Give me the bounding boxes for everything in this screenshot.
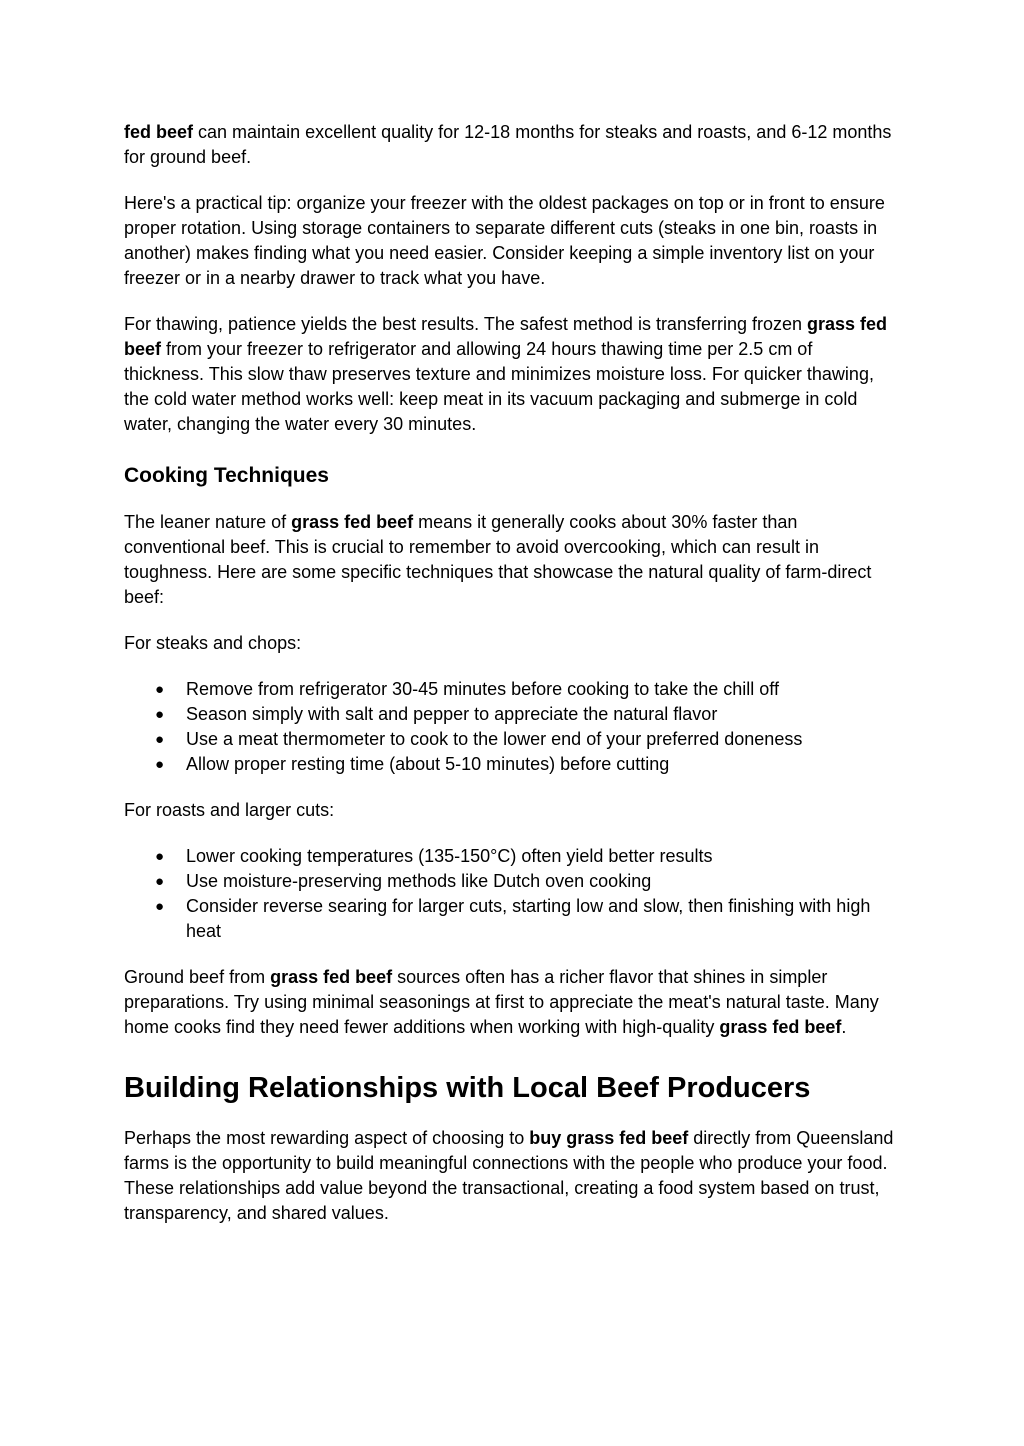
list-item-text: Lower cooking temperatures (135-150°C) often yield better results [186, 846, 713, 866]
bullet-icon: ● [155, 681, 165, 698]
bullet-icon: ● [155, 731, 165, 748]
list-item [155, 702, 894, 727]
paragraph-relationships [124, 1126, 894, 1226]
roasts-list [124, 844, 894, 944]
list-item [155, 752, 894, 777]
section-heading-cooking-techniques: Cooking Techniques [124, 464, 329, 487]
paragraph-text: can maintain excellent quality for 12-18 months for steaks and roasts, and 6-12 months for ground beef. [124, 122, 892, 167]
paragraph-cooking-intro [124, 510, 894, 610]
list-item-text: Remove from refrigerator 30-45 minutes before cooking to take the chill off [186, 679, 779, 699]
paragraph-text: Ground beef from [124, 967, 271, 987]
document-page [124, 120, 894, 1226]
section-heading-relationships: Building Relationships with Local Beef Producers [124, 1072, 811, 1104]
bold-keyword: grass fed beef [124, 314, 888, 359]
bold-keyword: fed beef [124, 122, 194, 142]
paragraph-text: For thawing, patience yields the best results. The safest method is transferring frozen [124, 314, 808, 334]
list-item [155, 727, 894, 752]
list-item-text: Use a meat thermometer to cook to the lower end of your preferred doneness [186, 729, 803, 749]
bold-keyword: grass fed beef [270, 967, 393, 987]
list-item-text: Allow proper resting time (about 5-10 minutes) before cutting [186, 754, 670, 774]
paragraph-ground-beef [124, 965, 894, 1040]
bullet-icon: ● [155, 756, 165, 773]
paragraph-storage-duration [124, 120, 894, 170]
bullet-icon: ● [155, 898, 165, 915]
bold-keyword: grass fed beef [719, 1017, 842, 1037]
paragraph-text: sources often has a richer flavor that shines in simpler preparations. Try using minimal seasonings at first to appreciate the meat's natural taste. Many home cooks find they need fewer additions when working with high-quality [124, 967, 879, 1037]
bold-keyword: buy grass fed beef [529, 1128, 689, 1148]
paragraph-text: The leaner nature of [124, 512, 292, 532]
paragraph-text: . [841, 1017, 847, 1037]
bold-keyword: grass fed beef [291, 512, 414, 532]
list-item-text: Consider reverse searing for larger cuts, starting low and slow, then finishing with high heat [186, 896, 871, 941]
list-item [155, 844, 894, 869]
steaks-list [124, 677, 894, 777]
list-item [155, 869, 894, 894]
paragraph-freezer-tip: Here's a practical tip: organize your freezer with the oldest packages on top or in front to ensure proper rotation. Using storage containers to separate different cuts (steaks in one bin, roasts in another) makes finding what you need easier. Consider keeping a simple inventory list on your freezer or in a nearby drawer to track what you have. [124, 193, 885, 288]
paragraph-text: directly from Queensland farms is the opportunity to build meaningful connections with the people who produce your food. These relationships add value beyond the transactional, creating a food system based on trust, transparency, and shared values. [124, 1128, 894, 1223]
list-item [155, 677, 894, 702]
list-item [155, 894, 894, 944]
paragraph-text: means it generally cooks about 30% faster than conventional beef. This is crucial to remember to avoid overcooking, which can result in toughness. Here are some specific techniques that showcase the natural quality of farm-direct beef: [124, 512, 872, 607]
list-item-text: Use moisture-preserving methods like Dutch oven cooking [186, 871, 652, 891]
bullet-icon: ● [155, 706, 165, 723]
paragraph-text: from your freezer to refrigerator and allowing 24 hours thawing time per 2.5 cm of thickness. This slow thaw preserves texture and minimizes moisture loss. For quicker thawing, the cold water method works well: keep meat in its vacuum packaging and submerge in cold water, changing the water every 30 minutes. [124, 339, 874, 434]
paragraph-roasts-intro: For roasts and larger cuts: [124, 800, 335, 820]
paragraph-thawing [124, 312, 894, 437]
bullet-icon: ● [155, 873, 165, 890]
list-item-text: Season simply with salt and pepper to appreciate the natural flavor [186, 704, 718, 724]
paragraph-steaks-intro: For steaks and chops: [124, 633, 302, 653]
paragraph-text: Perhaps the most rewarding aspect of choosing to [124, 1128, 530, 1148]
bullet-icon: ● [155, 848, 165, 865]
